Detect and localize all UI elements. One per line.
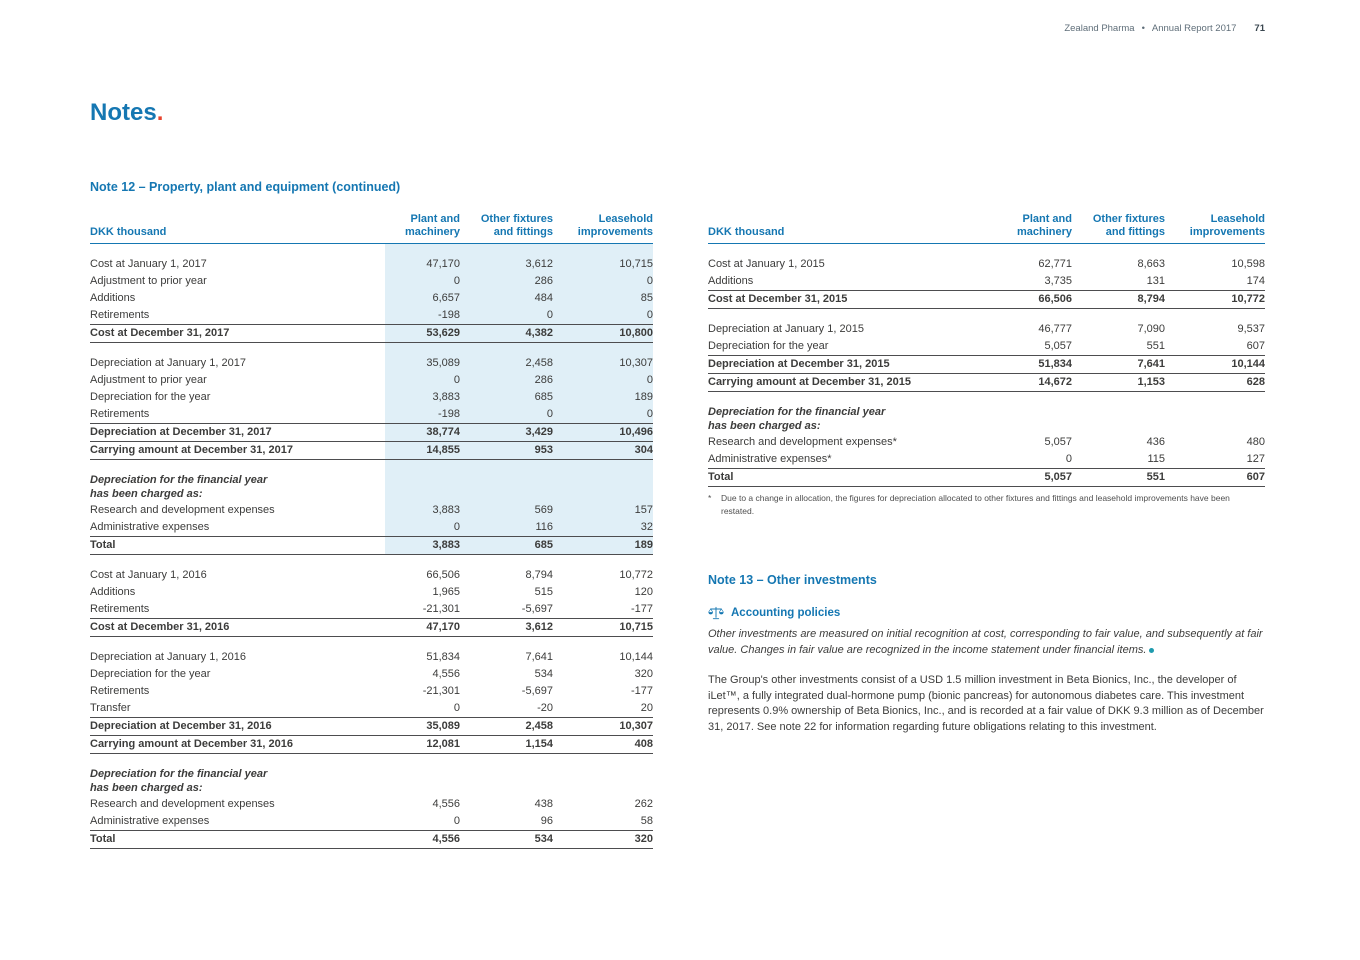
cell-value: 320	[634, 668, 653, 680]
cell-value: 10,715	[553, 256, 653, 273]
cell-value: 0	[553, 273, 653, 290]
cell-value: 0	[385, 372, 460, 389]
row-label: Carrying amount at December 31, 2015	[708, 376, 911, 388]
row-label: Transfer	[90, 702, 131, 714]
cell-value	[553, 637, 653, 649]
cell-value: 131	[1146, 275, 1165, 287]
row-label: Administrative expenses	[90, 521, 210, 533]
cell-value: 0	[453, 702, 460, 714]
cell-value: 189	[553, 389, 653, 406]
cell-value: 607	[1246, 340, 1265, 352]
column-header-line: improvements	[577, 226, 653, 238]
column-header-line: and fittings	[493, 226, 553, 238]
cell-value: 1,154	[525, 738, 553, 750]
cell-value	[1072, 392, 1165, 404]
row-label: Adjustment to prior year	[90, 374, 207, 386]
cell-value: 32	[553, 519, 653, 536]
cell-value: 157	[553, 502, 653, 519]
table-row	[708, 321, 1265, 338]
cell-value: 2,458	[525, 720, 553, 732]
cell-value: 5,057	[1044, 436, 1072, 448]
cell-value: 58	[640, 815, 653, 827]
row-label: Administrative expenses	[90, 815, 210, 827]
table-row	[90, 601, 653, 618]
cell-value: 51,834	[1038, 358, 1072, 370]
cell-value	[460, 460, 553, 472]
cell-value: -20	[537, 702, 553, 714]
cell-value	[553, 244, 653, 256]
cell-value: 38,774	[385, 424, 460, 441]
table-row	[90, 717, 653, 735]
table-row	[90, 502, 653, 519]
cell-value: 0	[385, 519, 460, 536]
cell-value: 569	[460, 502, 553, 519]
row-label: Retirements	[90, 309, 150, 321]
report-title: Annual Report 2017	[1151, 23, 1237, 34]
page-title-accent-dot: .	[156, 99, 164, 126]
cell-value: 0	[1065, 453, 1072, 465]
cell-value: 3,429	[460, 424, 553, 441]
table-spacer-row	[90, 555, 653, 567]
row-label: Depreciation for the financial year has been charged as:	[90, 768, 268, 794]
cell-value	[385, 244, 460, 256]
row-label: Cost at December 31, 2016	[90, 621, 230, 633]
right-column	[708, 213, 1265, 735]
cell-value: 484	[460, 290, 553, 307]
row-label: Administrative expenses*	[708, 453, 832, 465]
cell-value	[460, 472, 553, 502]
table-row	[90, 584, 653, 601]
table-row	[90, 766, 653, 796]
table-row	[90, 666, 653, 683]
row-label: Cost at January 1, 2016	[90, 569, 207, 581]
column-header	[553, 213, 653, 239]
policy-text: Other investments are measured on initial recognition at cost, corresponding to fair value, and subsequently at fair value. Changes in fair value are recognized in the income statement under financial items.	[708, 628, 1263, 656]
cell-value: 116	[460, 519, 553, 536]
cell-value: 320	[634, 833, 653, 845]
cell-value	[460, 637, 553, 649]
cell-value: 551	[1146, 340, 1165, 352]
row-label: Depreciation at January 1, 2015	[708, 323, 864, 335]
accounting-policies-text	[708, 627, 1265, 658]
ppe-table-2015	[708, 213, 1265, 487]
cell-value: 10,307	[553, 355, 653, 372]
table-row	[708, 404, 1265, 434]
cell-value	[1165, 244, 1265, 256]
column-header-line: Leasehold	[598, 213, 653, 225]
cell-value: 1,965	[432, 586, 460, 598]
row-label	[90, 754, 385, 766]
row-label: Depreciation at January 1, 2017	[90, 357, 246, 369]
cell-value: 10,496	[553, 424, 653, 441]
cell-value: 12,081	[426, 738, 460, 750]
row-label	[90, 637, 385, 649]
cell-value	[1165, 404, 1265, 434]
column-header-line: Plant and	[1022, 213, 1072, 225]
row-label: Cost at January 1, 2017	[90, 258, 207, 270]
row-label: Carrying amount at December 31, 2017	[90, 444, 293, 456]
table-row	[90, 796, 653, 813]
cell-value: -21,301	[422, 603, 460, 615]
column-header	[385, 213, 460, 239]
row-label	[708, 392, 997, 404]
cell-value	[997, 392, 1072, 404]
cell-value: -5,697	[521, 685, 553, 697]
row-label: Depreciation for the financial year has been charged as:	[708, 406, 886, 432]
cell-value: 5,057	[1044, 471, 1072, 483]
cell-value: 4,556	[432, 798, 460, 810]
cell-value	[997, 244, 1072, 256]
ppe-table-2017-2016	[90, 213, 653, 849]
table-row	[90, 406, 653, 423]
page-title	[90, 99, 163, 127]
table-row	[708, 355, 1265, 373]
cell-value: -198	[385, 307, 460, 324]
cell-value	[553, 460, 653, 472]
cell-value	[553, 766, 653, 796]
note13-heading: Note 13 – Other investments	[708, 573, 877, 587]
table-unit-label: DKK thousand	[708, 226, 785, 238]
table-row	[90, 735, 653, 754]
other-investments-text: The Group's other investments consist of a USD 1.5 million investment in Beta Bionics, Inc., the developer of iLet™, a fully integrated dual-hormone pump (bionic pancreas) for autonomous diabetes care. This investment represents 0.9% ownership of Beta Bionics, Inc., and is recorded at a fair value of DKK 9.3 million as of December 31, 2017. See note 22 for information regarding future obligations relating to this investment.	[708, 674, 1264, 733]
cell-value: 685	[460, 389, 553, 406]
cell-value: 8,663	[1137, 258, 1165, 270]
two-column-layout	[90, 213, 1265, 849]
column-header-line: machinery	[1016, 226, 1072, 238]
cell-value: 14,672	[1038, 376, 1072, 388]
cell-value: 174	[1246, 275, 1265, 287]
table-row	[90, 649, 653, 666]
cell-value	[997, 309, 1072, 321]
table-row	[90, 441, 653, 460]
row-label: Depreciation for the year	[90, 391, 211, 403]
row-label: Retirements	[90, 685, 150, 697]
cell-value: 304	[553, 442, 653, 459]
row-label: Depreciation at December 31, 2016	[90, 720, 272, 732]
cell-value: 438	[534, 798, 553, 810]
table-spacer-row	[90, 244, 653, 256]
cell-value: 47,170	[426, 621, 460, 633]
cell-value: -198	[385, 406, 460, 423]
cell-value: 20	[640, 702, 653, 714]
row-label: Cost at January 1, 2015	[708, 258, 825, 270]
table-row	[708, 338, 1265, 355]
cell-value: 262	[634, 798, 653, 810]
cell-value: 0	[553, 406, 653, 423]
cell-value	[997, 404, 1072, 434]
cell-value: 3,883	[385, 502, 460, 519]
row-label: Cost at December 31, 2015	[708, 293, 848, 305]
cell-value	[1165, 309, 1265, 321]
cell-value	[385, 555, 460, 567]
row-label: Adjustment to prior year	[90, 275, 207, 287]
cell-value	[1072, 244, 1165, 256]
cell-value: 286	[460, 273, 553, 290]
cell-value: 551	[1146, 471, 1165, 483]
cell-value: 8,794	[525, 569, 553, 581]
row-label: Total	[90, 833, 116, 845]
cell-value	[385, 754, 460, 766]
cell-value: 4,382	[460, 325, 553, 342]
column-header-line: and fittings	[1105, 226, 1165, 238]
cell-value: 6,657	[385, 290, 460, 307]
row-label: Research and development expenses*	[708, 436, 897, 448]
cell-value	[385, 343, 460, 355]
cell-value: 4,556	[432, 833, 460, 845]
cell-value	[460, 343, 553, 355]
table-row	[708, 256, 1265, 273]
table-header-row	[90, 213, 653, 244]
cell-value: 14,855	[385, 442, 460, 459]
row-label: Additions	[90, 292, 136, 304]
cell-value: 96	[540, 815, 553, 827]
cell-value: 515	[534, 586, 553, 598]
cell-value: 115	[1147, 453, 1165, 465]
row-label: Additions	[708, 275, 754, 287]
page-title-text: Notes	[90, 99, 157, 126]
header-bullet: •	[1141, 23, 1145, 34]
cell-value	[1072, 404, 1165, 434]
cell-value: 9,537	[1237, 323, 1265, 335]
cell-value: 3,883	[385, 537, 460, 554]
column-header-line: Other fixtures	[480, 213, 553, 225]
accounting-policies-label: Accounting policies	[731, 607, 841, 619]
table-row	[90, 372, 653, 389]
row-label	[90, 244, 385, 256]
row-label: Research and development expenses	[90, 504, 275, 516]
table-row	[90, 256, 653, 273]
cell-value: 0	[553, 307, 653, 324]
row-label: Additions	[90, 586, 136, 598]
cell-value: 953	[460, 442, 553, 459]
table-row	[90, 567, 653, 584]
row-label	[90, 555, 385, 567]
cell-value: -177	[630, 603, 653, 615]
cell-value: 8,794	[1137, 293, 1165, 305]
cell-value: -177	[630, 685, 653, 697]
cell-value	[385, 472, 460, 502]
cell-value: 10,598	[1231, 258, 1265, 270]
row-label: Depreciation at December 31, 2017	[90, 426, 272, 438]
row-label: Total	[90, 539, 116, 551]
cell-value: 0	[553, 372, 653, 389]
table-row	[708, 451, 1265, 468]
table-row	[90, 683, 653, 700]
brand-name: Zealand Pharma	[1064, 23, 1135, 34]
table-spacer-row	[90, 343, 653, 355]
cell-value	[460, 754, 553, 766]
column-header-line: machinery	[404, 226, 460, 238]
cell-value: 3,883	[385, 389, 460, 406]
cell-value: 628	[1246, 376, 1265, 388]
cell-value: 5,057	[1044, 340, 1072, 352]
row-label: Depreciation at December 31, 2015	[708, 358, 890, 370]
row-label: Depreciation at January 1, 2016	[90, 651, 246, 663]
cell-value: 53,629	[385, 325, 460, 342]
column-header-line: improvements	[1189, 226, 1265, 238]
cell-value: 189	[553, 537, 653, 554]
table-row	[708, 468, 1265, 487]
cell-value: -21,301	[422, 685, 460, 697]
cell-value: 46,777	[1038, 323, 1072, 335]
table-row	[90, 700, 653, 717]
cell-value: 127	[1246, 453, 1265, 465]
cell-value	[460, 766, 553, 796]
table-row	[708, 273, 1265, 290]
cell-value: 7,641	[525, 651, 553, 663]
cell-value: 3,735	[1044, 275, 1072, 287]
table-row	[708, 434, 1265, 451]
column-header	[1072, 213, 1165, 239]
table-row	[90, 389, 653, 406]
cell-value: 534	[534, 833, 553, 845]
cell-value: 0	[460, 406, 553, 423]
cell-value: 2,458	[460, 355, 553, 372]
cell-value: 10,800	[553, 325, 653, 342]
table-spacer-row	[708, 309, 1265, 321]
cell-value: 7,090	[1137, 323, 1165, 335]
cell-value: 10,772	[1231, 293, 1265, 305]
cell-value: 7,641	[1137, 358, 1165, 370]
cell-value: 534	[534, 668, 553, 680]
cell-value: 10,772	[619, 569, 653, 581]
cell-value: 0	[385, 273, 460, 290]
cell-value: 10,307	[619, 720, 653, 732]
cell-value	[553, 472, 653, 502]
table-spacer-row	[708, 392, 1265, 404]
running-header	[1064, 23, 1265, 34]
row-label: Retirements	[90, 408, 150, 420]
table-row	[90, 307, 653, 324]
column-header	[1165, 213, 1265, 239]
left-column	[90, 213, 653, 849]
cell-value: 3,612	[460, 256, 553, 273]
table-spacer-row	[90, 754, 653, 766]
table-row	[90, 536, 653, 555]
table-footnote	[708, 492, 1265, 517]
note12-heading: Note 12 – Property, plant and equipment (continued)	[90, 180, 401, 194]
cell-value: 10,715	[619, 621, 653, 633]
table-spacer-row	[708, 244, 1265, 256]
cell-value	[1072, 309, 1165, 321]
column-header-line: Other fixtures	[1092, 213, 1165, 225]
cell-value: 85	[553, 290, 653, 307]
column-header	[460, 213, 553, 239]
table-row	[90, 519, 653, 536]
cell-value	[553, 754, 653, 766]
cell-value: 607	[1246, 471, 1265, 483]
table-row	[90, 423, 653, 441]
cell-value: 4,556	[432, 668, 460, 680]
cell-value: 436	[1146, 436, 1165, 448]
table-unit-label: DKK thousand	[90, 226, 167, 238]
cell-value	[1165, 392, 1265, 404]
cell-value: 35,089	[385, 355, 460, 372]
cell-value: 0	[460, 307, 553, 324]
cell-value: 286	[460, 372, 553, 389]
cell-value: 62,771	[1038, 258, 1072, 270]
page-number: 71	[1254, 23, 1265, 34]
row-label: Carrying amount at December 31, 2016	[90, 738, 293, 750]
row-label: Depreciation for the financial year has been charged as:	[90, 474, 268, 500]
row-label: Retirements	[90, 603, 150, 615]
cell-value	[385, 637, 460, 649]
section-end-dot	[1149, 648, 1154, 653]
row-label: Depreciation for the year	[90, 668, 211, 680]
cell-value	[553, 343, 653, 355]
row-label	[90, 343, 385, 355]
table-row	[90, 813, 653, 830]
cell-value: 120	[634, 586, 653, 598]
cell-value: 51,834	[426, 651, 460, 663]
accounting-policies-row	[708, 606, 1265, 620]
scales-icon	[708, 606, 724, 620]
cell-value	[553, 555, 653, 567]
column-header	[997, 213, 1072, 239]
row-label: Total	[708, 471, 734, 483]
cell-value: 480	[1246, 436, 1265, 448]
cell-value	[460, 244, 553, 256]
footnote-marker: *	[708, 493, 712, 503]
table-row	[90, 273, 653, 290]
cell-value	[460, 555, 553, 567]
footnote-text: Due to a change in allocation, the figures for depreciation allocated to other fixtures and fittings and leasehold improvements have been restated.	[721, 493, 1230, 516]
cell-value: 408	[634, 738, 653, 750]
column-header-line: Plant and	[410, 213, 460, 225]
cell-value: 10,144	[1231, 358, 1265, 370]
cell-value: 35,089	[426, 720, 460, 732]
row-label: Depreciation for the year	[708, 340, 829, 352]
table-spacer-row	[90, 460, 653, 472]
cell-value	[385, 460, 460, 472]
column-header-line: Leasehold	[1210, 213, 1265, 225]
table-row	[90, 355, 653, 372]
table-row	[90, 830, 653, 849]
row-label	[90, 460, 385, 472]
table-row	[90, 618, 653, 637]
cell-value: 0	[453, 815, 460, 827]
cell-value: 10,144	[619, 651, 653, 663]
table-row	[708, 373, 1265, 392]
cell-value: 66,506	[426, 569, 460, 581]
row-label: Research and development expenses	[90, 798, 275, 810]
row-label	[708, 309, 997, 321]
cell-value	[385, 766, 460, 796]
table-row	[90, 324, 653, 343]
cell-value: 47,170	[385, 256, 460, 273]
table-header-row	[708, 213, 1265, 244]
cell-value: 1,153	[1137, 376, 1165, 388]
row-label: Cost at December 31, 2017	[90, 327, 230, 339]
table-row	[90, 290, 653, 307]
cell-value: 685	[460, 537, 553, 554]
cell-value: 3,612	[525, 621, 553, 633]
table-spacer-row	[90, 637, 653, 649]
row-label	[708, 244, 997, 256]
table-row	[708, 290, 1265, 309]
cell-value: 66,506	[1038, 293, 1072, 305]
table-row	[90, 472, 653, 502]
cell-value: -5,697	[521, 603, 553, 615]
